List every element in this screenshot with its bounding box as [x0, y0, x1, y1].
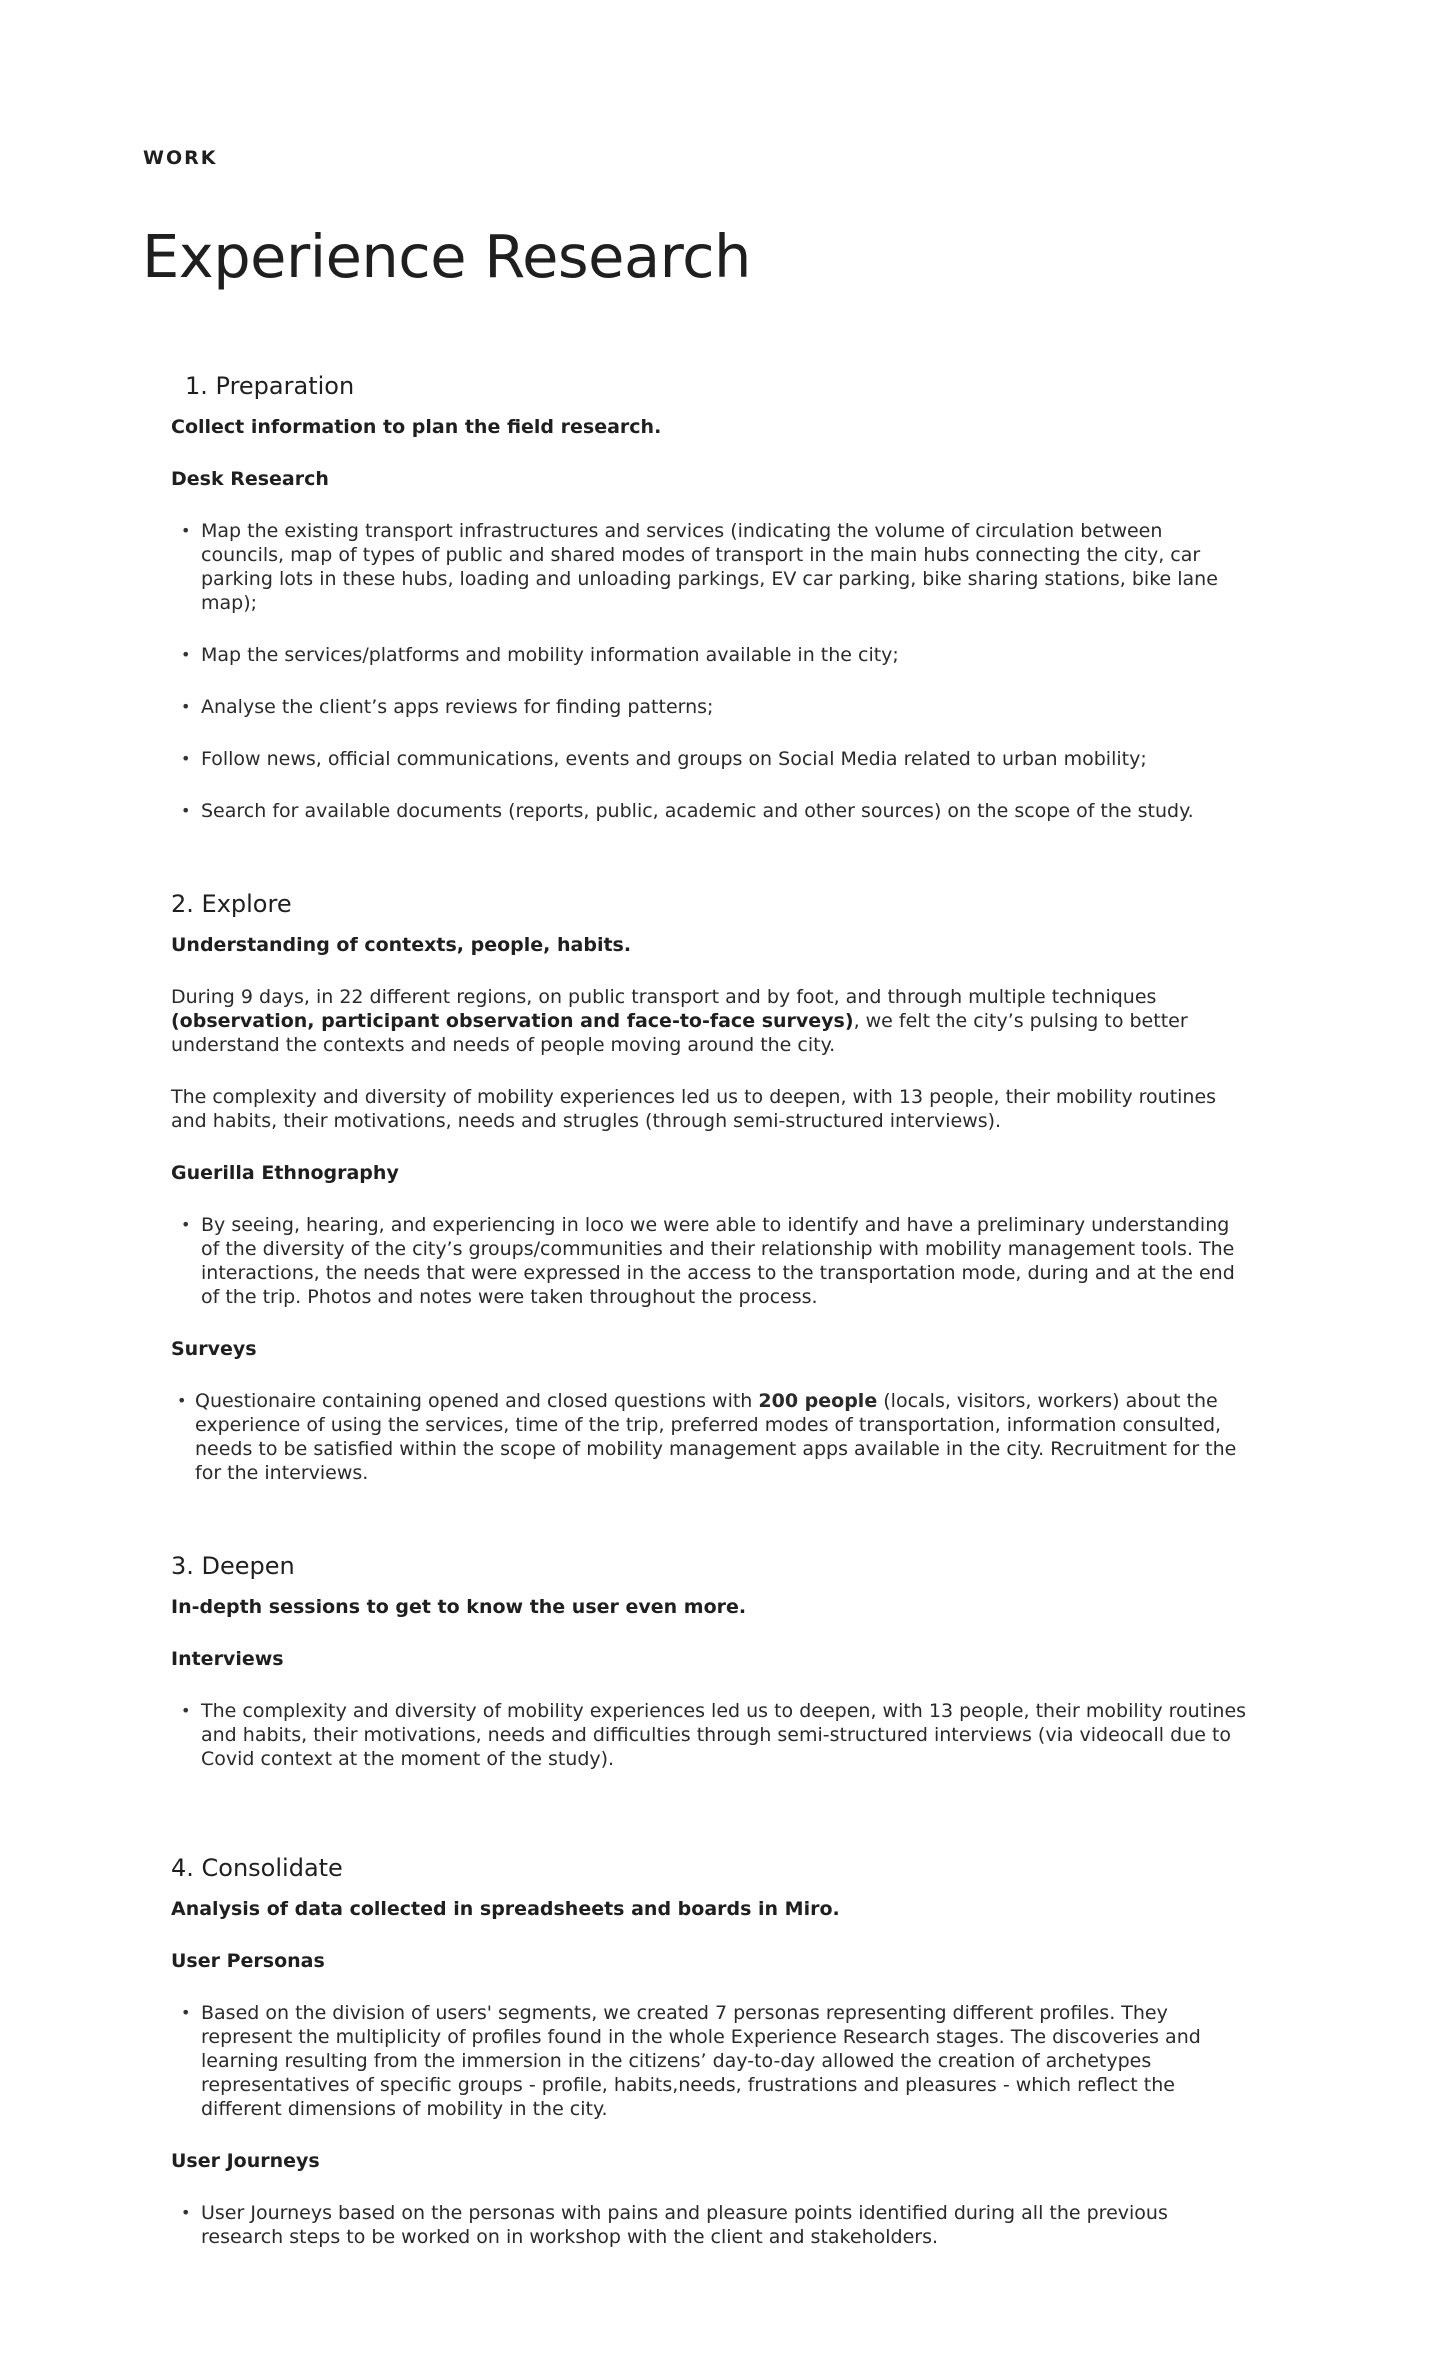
section-explore: [171, 885, 1251, 1485]
list-item: • Map the existing transport infrastructures and services (indicating the volume of circulation between councils, map of types of public and shared modes of transport in the main hubs connecting the city, car parking lots in these hubs, loading and unloading parkings, EV car parking, bike sharing stations, bike lane map);: [171, 519, 1251, 615]
list-item-text: Questionaire containing opened and closed questions with: [195, 1390, 759, 1412]
list-item: • Based on the division of users' segments, we created 7 personas representing different profiles. They represent the multiplicity of profiles found in the whole Experience Research stages. The discoveries and learning resulting from the immersion in the citizens’ day-to-day allowed the creation of archetypes representatives of specific groups - profile, habits,needs, frustrations and pleasures - which reflect the different dimensions of mobility in the city.: [171, 2001, 1251, 2121]
paragraph-text: During 9 days, in 22 different regions, on public transport and by foot, and through multiple techniques: [171, 986, 1157, 1008]
section-lead: Analysis of data collected in spreadsheets and boards in Miro.: [171, 1898, 840, 1920]
subheading-user-journeys: User Journeys: [171, 2150, 320, 2172]
guerilla-list: [171, 1213, 1251, 1309]
list-item: • Map the services/platforms and mobility information available in the city;: [171, 643, 1251, 667]
list-item: • Follow news, official communications, events and groups on Social Media related to urban mobility;: [171, 747, 1251, 771]
journeys-list: [171, 2201, 1251, 2249]
interviews-list: [171, 1699, 1251, 1771]
explore-paragraph-1: [171, 985, 1251, 1057]
personas-list: [171, 2001, 1251, 2121]
section-title: 2. Explore: [171, 890, 292, 918]
section-title: 3. Deepen: [171, 1552, 295, 1580]
list-item-emphasis: 200 people: [758, 1390, 878, 1412]
subheading-desk-research: Desk Research: [171, 468, 329, 490]
explore-paragraph-2: The complexity and diversity of mobility experiences led us to deepen, with 13 people, their mobility routines and habits, their motivations, needs and strugles (through semi-structured interviews).: [171, 1086, 1217, 1132]
list-item: • User Journeys based on the personas with pains and pleasure points identified during all the previous research steps to be worked on in workshop with the client and stakeholders.: [171, 2201, 1251, 2249]
subheading-guerilla-ethnography: Guerilla Ethnography: [171, 1162, 399, 1184]
section-preparation: [171, 367, 1251, 823]
list-item: • The complexity and diversity of mobility experiences led us to deepen, with 13 people, their mobility routines and habits, their motivations, needs and difficulties through semi-structured interviews (via videocall due to Covid context at the moment of the study).: [171, 1699, 1251, 1771]
paragraph-emphasis: (observation, participant observation and face-to-face surveys): [171, 1010, 854, 1032]
desk-research-list: [171, 519, 1251, 823]
section-lead: In-depth sessions to get to know the user even more.: [171, 1596, 747, 1618]
subheading-user-personas: User Personas: [171, 1950, 325, 1972]
paragraph-text: , we felt the city’s pulsing to better understand the contexts and needs of people moving around the city.: [171, 1010, 1188, 1056]
list-item: • Search for available documents (reports, public, academic and other sources) on the scope of the study.: [171, 799, 1251, 823]
page-title: Experience Research: [142, 222, 751, 291]
section-lead: Collect information to plan the field research.: [171, 416, 662, 438]
list-item: [171, 1389, 1251, 1485]
section-eyebrow: WORK: [143, 147, 218, 169]
subheading-surveys: Surveys: [171, 1338, 257, 1360]
section-consolidate: [171, 1849, 1251, 2249]
subheading-interviews: Interviews: [171, 1648, 284, 1670]
list-item-text: (locals, visitors, workers) about the experience of using the services, time of the trip, preferred modes of transportation, information consulted, needs to be satisfied within the scope of mobility management apps available in the city. Recruitment for the for the interviews.: [195, 1390, 1237, 1484]
list-item: • Analyse the client’s apps reviews for finding patterns;: [171, 695, 1251, 719]
surveys-list: [171, 1389, 1251, 1485]
section-title: 1. Preparation: [185, 372, 355, 400]
article-content: [171, 367, 1251, 2249]
section-title: 4. Consolidate: [171, 1854, 343, 1882]
list-item: • By seeing, hearing, and experiencing in loco we were able to identify and have a preliminary understanding of the diversity of the city’s groups/communities and their relationship with mobility management tools. The interactions, the needs that were expressed in the access to the transportation mode, during and at the end of the trip. Photos and notes were taken throughout the process.: [171, 1213, 1251, 1309]
section-deepen: [171, 1547, 1251, 1771]
section-lead: Understanding of contexts, people, habits.: [171, 934, 632, 956]
